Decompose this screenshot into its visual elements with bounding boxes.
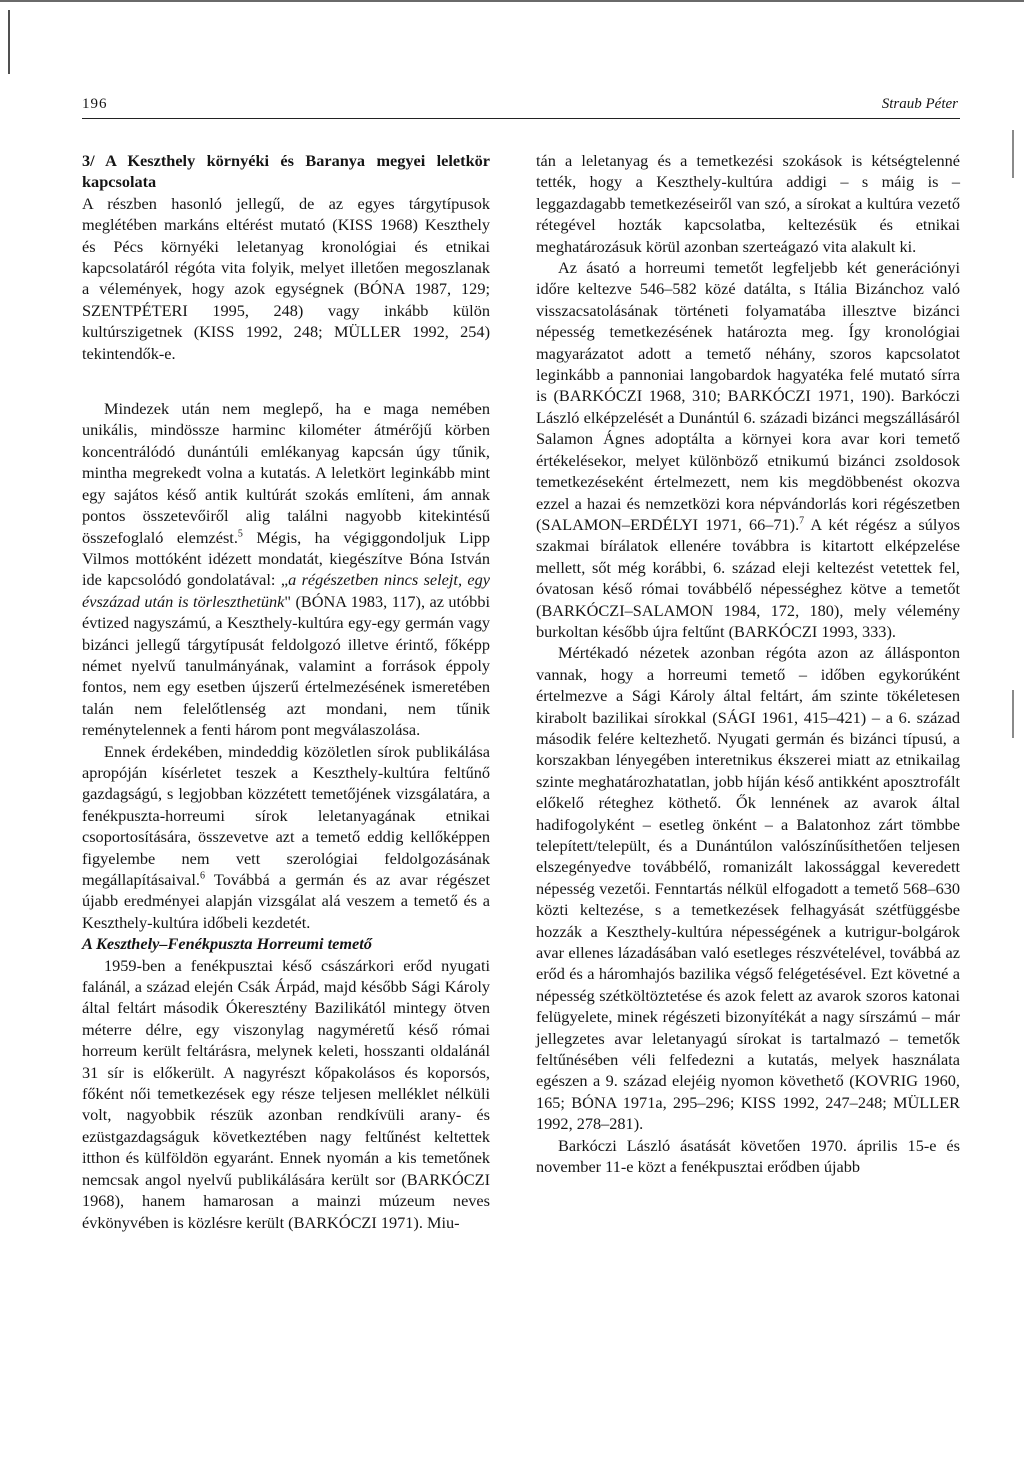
paragraph: A részben hasonló jellegű, de az egyes tárgytípusok meglétében markáns eltérést mutató (KISS 1968) Keszthely és Pécs környéki leletanyag kronológiai és etnikai kapcsolatáról régóta vita folyik, melyet illetően megoszlanak a vélemények, hogy azok egységnek (BÓNA 1987, 129; SZENTPÉTERI 1995, 248) vagy inkább külön kultúrszigetnek (KISS 1992, 248; MÜLLER 1992, 254) tekintendők-e. (82, 193, 490, 363)
text-run: Mindezek után nem meglepő, ha e maga nemében unikális, mindössze harminc kilométer átmérőjű körben koncentrálódó dunántúli emlékanyag kapcsán úgy tűnik, mintha megrekedt volna a kutatás. A leletkört leginkább mint egy sajátos késő antik kultúrát szokás említeni, ám annak pontos összetevőiről alig találni nagyobb kitekintésű összefoglaló elemzést. (82, 399, 490, 547)
quotation: a régészetben nincs selejt, egy évszázad után is törleszthetünk (82, 570, 491, 611)
footnote-ref: 7 (799, 515, 805, 527)
text-run: A két régész a súlyos szakmai bírálatok ellenére továbbra is kitartott elképzelése mellett, sőt még korábbi, 6. század eleji keltezést vetettek fel, óvatosan késő római továbbélő népességhez kötve a temetőt (BARKÓCZI–SALAMON 1984, 172, 180), mely vélemény burkoltan később újra feltűnt (BARKÓCZI 1993, 333). (536, 514, 960, 641)
page-number: 196 (82, 96, 108, 112)
text-run: Ennek érdekében, mindeddig közöletlen sírok publikálása apropóján kísérletet teszek a Keszthely-kultúra feltűnő gazdagságú, s legjobban közzétett temetőjének vizsgálatára, a fenékpuszta-horreumi sírok leletanyagának etnikai csoportosítására, összevetve azt a temető eddig kellőképpen figyelembe nem vett szerológiai feldolgozásának megállapításaival. (82, 741, 490, 889)
text-run: Mégis, ha végiggondoljuk Lipp Vilmos mottóként idézett mondatát, kiegészítve Bóna István ide kapcsolódó gondolatával: „ (82, 527, 490, 590)
paragraph: Mértékadó nézetek azonban régóta azon az állásponton vannak, hogy a horreumi temető – időben egykorúként értelmezve a Sági Károly által feltárt, ám szinte tökéletesen kirabolt bazilikai sírokkal (SÁGI 1961, 415–421) – a 6. század második felére keltezhető. Nyugati germán és bizánci típusú, a korszakban lényegében interetnikus ékszerei miatt az etnikailag szinte meghatározhatatlan, jobb híján késő antikként aposztrofált előkelő réteghez köthető. Ők lennének az avarok által hadifogolyként – esetleg önként – a Balatonhoz zárt tömbbe telepített/települt, és a Dunántúlon valószínűsíthetően teljesen elszegényedve továbbélő, romanizált lakossággal keveredett népesség vezetői. Fenntartás nélkül elfogadott a temető 568–630 közti keltezése, s a temetkezések felhagyását szétfüggésbe hozzák a Keszthely-kultúra népességének a kutrigur-bolgárok avar ellenes lázadásában való esetleges részvételével, továbbá az erőd és a háromhajós bazilika végső felégetésével. Ezt követné a népesség szétköltöztetése és azok felett az avarok szoros katonai felügyelete, minek régészeti bizonyítékát a nagy sírszámú – már jellegzetes avar leletanyagú sírokat is tartalmazó – temetők feltűnésében véli felfedezni a kutatás, melyek használata egészen a 9. század elejéig nyomon követhető (KOVRIG 1960, 165; BÓNA 1971a, 295–296; KISS 1992, 247–248; MÜLLER 1992, 278–281). (536, 643, 960, 1134)
paragraph (536, 257, 960, 642)
left-column (82, 150, 490, 1233)
section-heading: A Keszthely–Fenékpuszta Horreumi temető (82, 934, 372, 954)
paragraph (82, 398, 490, 741)
text-run: " (BÓNA 1983, 117), az utóbbi évtized nagyszámú, a Keszthely-kultúra egy-egy germán vagy bizánci jellegű tárgytípusát feldolgozó illetve érintő, főképp német nyelvű tanulmányának, valamint a források éppoly fontos, nem egy esetben újszerű értelmezésének ismeretében talán nem felelőtlenség azt mondani, nem tűnik reménytelennek a fenti három pont megválaszolása. (82, 591, 490, 740)
scan-right-mark (1012, 690, 1014, 738)
running-title: Straub Péter (881, 96, 958, 112)
scan-right-mark (1012, 130, 1014, 178)
paragraph-gap (82, 364, 490, 398)
running-head (82, 94, 960, 119)
text-run: Továbbá a germán és az avar régészet újabb eredményei alapján vizsgálat alá veszem a temető és a Keszthely-kultúra időbeli kezdetét. (82, 870, 490, 932)
text-run: Az ásató a horreumi temetőt legfeljebb két generációnyi időre keltezve 546–582 közé datálta, s Itália Bizánchoz való visszacsatolásának történeti folyamatába illesztve bizánci népesség temetkezésének határozta meg. Így kronológiai magyarázatot adott a temető néhány, szoros kapcsolatot leginkább a pannoniai langobardok hagyatéka felé mutató sírra is (BARKÓCZI 1968, 310; BARKÓCZI 1971, 190). Barkóczi László elképzelését a Dunántúl 6. századi bizánci megszállásáról Salamon Ágnes adoptálta a környei kora avar kori temető értékelésekor, melyet különböző etnikumú bizánci zsoldosok temetkezéseként értelmezett, nem kis megdöbbenést okozva ezzel a hazai és nemzetközi kora népvándorlás kori régészetben (SALAMON–ERDÉLYI 1971, 66–71). (536, 258, 960, 534)
scan-left-rule (8, 10, 10, 74)
footnote-ref: 6 (200, 870, 205, 882)
right-column (536, 150, 960, 1178)
section-heading: 3/ A Keszthely környéki és Baranya megyei leletkör kapcsolata (82, 151, 490, 192)
paragraph: Barkóczi László ásatását követően 1970. április 15-e és november 11-e közt a fenékpusztai erődben újabb (536, 1135, 960, 1177)
paragraph (82, 741, 490, 934)
scan-top-rule (0, 0, 1024, 2)
paragraph: tán a leletanyag és a temetkezési szokások is kétségtelenné tették, hogy a Keszthely-kultúra addigi – s máig is – leggazdagabb temetkezéseiről van szó, a sírokat a kultúra vezető rétegével hozták kapcsolatba, keltezésük és etnikai meghatározásuk körül azonban szerteágazó vita alakult ki. (536, 151, 960, 256)
footnote-ref: 5 (237, 528, 243, 540)
paragraph: 1959-ben a fenékpusztai késő császárkori erőd nyugati falánál, a század elején Csák Árpád, majd később Sági Károly által feltárt második Ókeresztény Bazilikától mintegy ötven méterre délre, egy viszonylag nagyméretű késő római horreum került feltárásra, melynek keleti, hosszanti oldalánál 31 sír is előkerült. A nagyrészt kőpakolásos és koporsós, főként női temetkezések egy része teljesen melléklet nélküli volt, nagyobbik részük azonban rendkívüli arany- és ezüstgazdagságuk következtében nagy feltűnést keltettek itthon és külföldön egyaránt. Ennek nyomán a kis temetőnek nemcsak angol nyelvű publikálására került sor (BARKÓCZI 1968), hanem hamarosan a mainzi múzeum neves évkönyvében is közlésre került (BARKÓCZI 1971). Miu- (82, 955, 490, 1232)
